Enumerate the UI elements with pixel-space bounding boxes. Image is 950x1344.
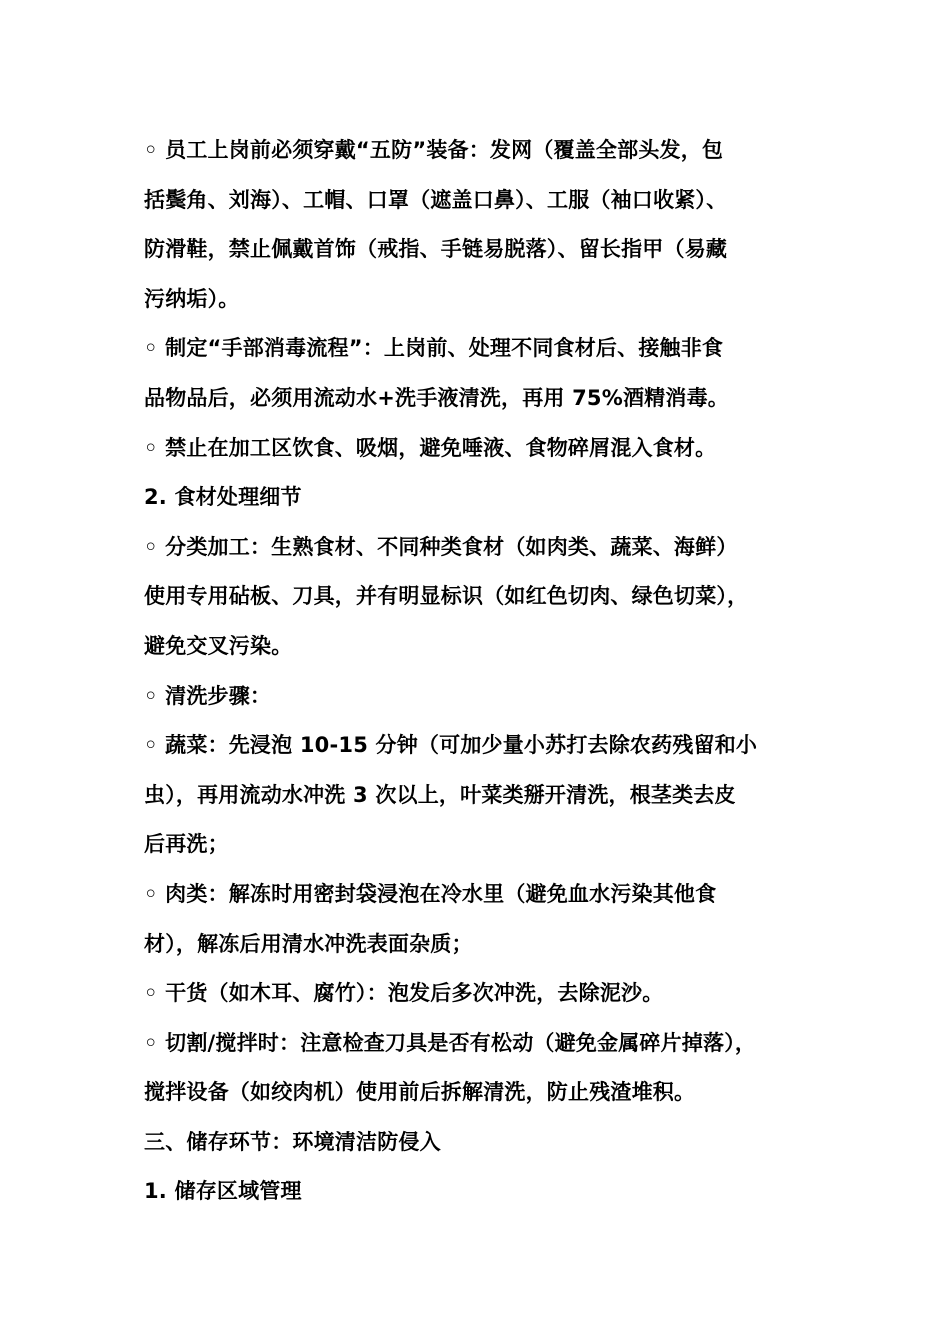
chapter-heading: 三、储存环节：环境清洁防侵入	[144, 1129, 441, 1154]
text-line: 使用专用砧板、刀具，并有明显标识（如红色切肉、绿色切菜），	[144, 584, 749, 609]
text-line: 材），解冻后用清水冲洗表面杂质；	[144, 931, 473, 956]
section-heading: 1. 储存区域管理	[144, 1179, 302, 1204]
text-line: 虫），再用流动水冲洗 3 次以上，叶菜类掰开清洗，根茎类去皮	[144, 782, 736, 807]
text-line: 避免交叉污染。	[144, 633, 293, 658]
text-line: ◦ 制定“手部消毒流程”：上岗前、处理不同食材后、接触非食	[144, 336, 724, 361]
text-line: 污纳垢）。	[144, 286, 240, 311]
text-line: 防滑鞋，禁止佩戴首饰（戒指、手链易脱落）、留长指甲（易藏	[144, 237, 728, 262]
text-line: ◦ 员工上岗前必须穿戴“五防”装备：发网（覆盖全部头发，包	[144, 138, 724, 162]
text-line: ◦ 切割/搅拌时：注意检查刀具是否有松动（避免金属碎片掉落），	[144, 1030, 757, 1055]
document-body	[144, 126, 834, 1217]
text-line: ◦ 肉类：解冻时用密封袋浸泡在冷水里（避免血水污染其他食	[144, 881, 717, 906]
text-line: 后再洗；	[144, 832, 229, 857]
text-line: ◦ 分类加工：生熟食材、不同种类食材（如肉类、蔬菜、海鲜）	[144, 534, 738, 559]
text-line: 搅拌设备（如绞肉机）使用前后拆解清洗，防止残渣堆积。	[144, 1080, 696, 1105]
section-heading: 2. 食材处理细节	[144, 485, 302, 510]
text-line: ◦ 禁止在加工区饮食、吸烟，避免唾液、食物碎屑混入食材。	[144, 435, 717, 460]
text-line: ◦ 清洗步骤：	[144, 683, 272, 708]
text-line: 括鬓角、刘海）、工帽、口罩（遮盖口鼻）、工服（袖口收紧）、	[144, 187, 728, 212]
text-line: ◦ 干货（如木耳、腐竹）：泡发后多次冲洗，去除泥沙。	[144, 981, 664, 1006]
text-line: 品物品后，必须用流动水+洗手液清洗，再用 75%酒精消毒。	[144, 385, 729, 410]
text-line: ◦ 蔬菜：先浸泡 10-15 分钟（可加少量小苏打去除农药残留和小	[144, 733, 758, 758]
